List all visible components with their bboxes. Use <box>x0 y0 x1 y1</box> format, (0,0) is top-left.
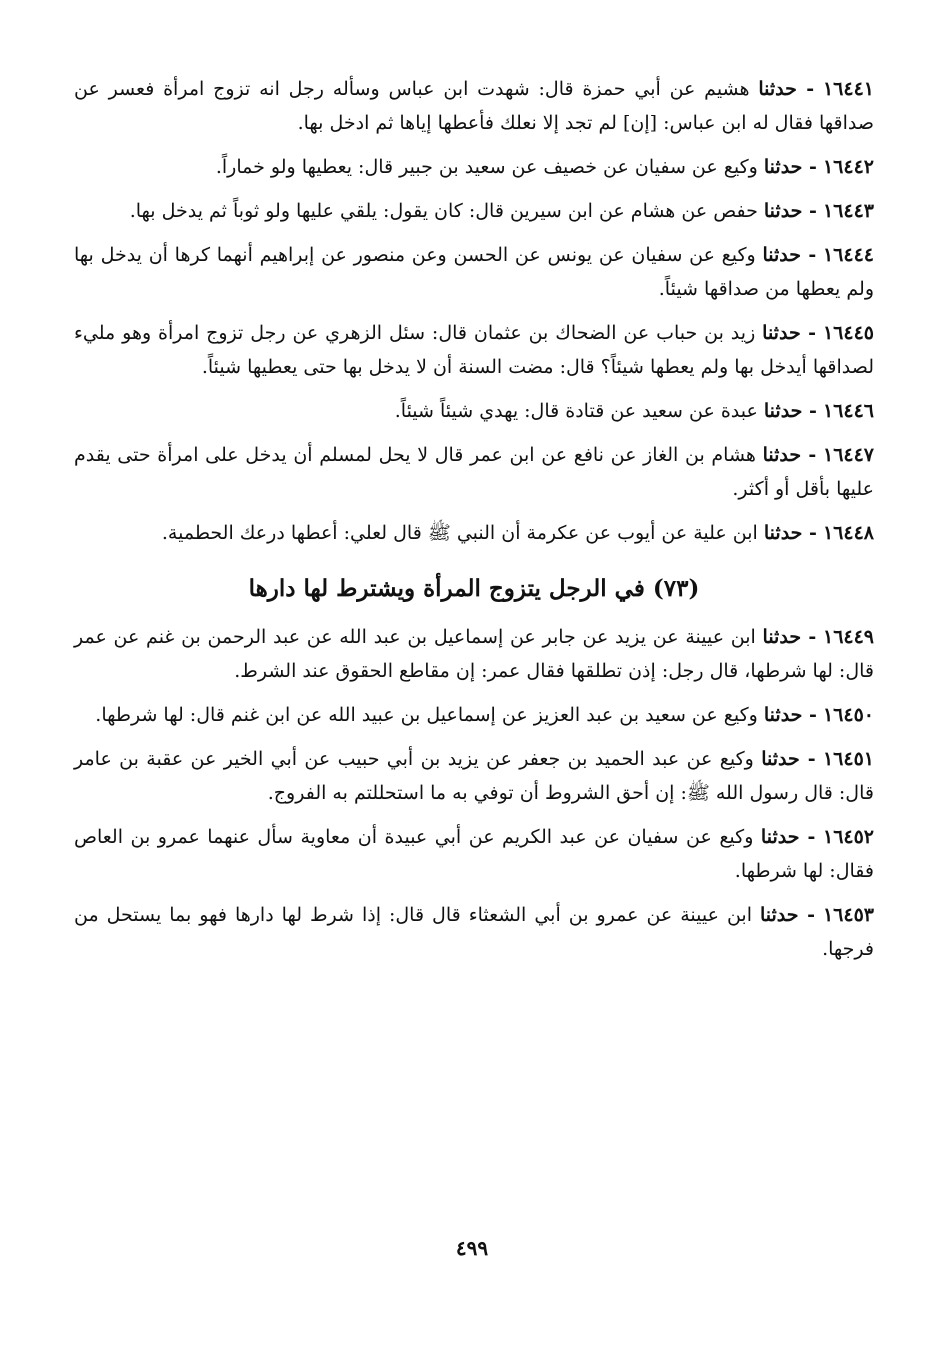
hadith-number: ١٦٤٤١ <box>822 78 874 100</box>
hadith-paragraph <box>74 72 874 140</box>
hadith-paragraph <box>74 742 874 810</box>
paragraph-group-a <box>74 72 874 550</box>
hadith-number: ١٦٤٤٧ <box>822 444 875 466</box>
hadith-number: ١٦٤٥٢ <box>822 826 875 848</box>
hadith-text: وكيع عن عبد الحميد بن جعفر عن يزيد بن أبي حبيب عن أبي الخير عن عقبة بن عامر قال: قال رسول الله ﷺ: إن أحق الشروط أن توفي به ما استحللتم به الفروج. <box>74 748 874 804</box>
hadith-lead: - حدثنا <box>762 322 817 344</box>
hadith-text: حفص عن هشام عن ابن سيرين قال: كان يقول: يلقي عليها ولو ثوباً ثم يدخل بها. <box>129 200 758 222</box>
hadith-text: وكيع عن سفيان عن خصيف عن سعيد بن جبير قال: يعطيها ولو خماراً. <box>215 156 758 178</box>
hadith-lead: - حدثنا <box>759 904 815 926</box>
hadith-number: ١٦٤٤٢ <box>822 156 874 178</box>
hadith-number: ١٦٤٤٦ <box>822 400 874 422</box>
document-page <box>74 72 874 976</box>
hadith-text: وكيع عن سفيان عن يونس عن الحسن وعن منصور عن إبراهيم أنهما كرها أن يدخل بها ولم يعطها من صداقها شيئاً. <box>74 244 874 300</box>
paragraph-group-b <box>74 620 874 966</box>
hadith-text: وكيع عن سعيد بن عبد العزيز عن إسماعيل بن عبيد الله عن ابن غنم قال: لها شرطها. <box>95 704 758 726</box>
hadith-paragraph <box>74 698 874 732</box>
hadith-paragraph <box>74 820 874 888</box>
hadith-lead: - حدثنا <box>758 78 815 100</box>
hadith-lead: - حدثنا <box>763 400 817 422</box>
hadith-number: ١٦٤٥١ <box>822 748 874 770</box>
hadith-paragraph <box>74 238 874 306</box>
hadith-number: ١٦٤٤٩ <box>822 626 875 648</box>
hadith-paragraph <box>74 394 874 428</box>
hadith-number: ١٦٤٤٨ <box>822 522 874 544</box>
hadith-lead: - حدثنا <box>763 156 817 178</box>
hadith-lead: - حدثنا <box>762 444 817 466</box>
hadith-paragraph <box>74 620 874 688</box>
hadith-paragraph <box>74 194 874 228</box>
hadith-lead: - حدثنا <box>763 522 817 544</box>
hadith-text: هشام بن الغاز عن نافع عن ابن عمر قال لا يحل لمسلم أن يدخل على امرأة حتى يقدم عليها بأقل أو أكثر. <box>74 444 874 500</box>
hadith-number: ١٦٤٥٠ <box>822 704 874 726</box>
hadith-text: ابن علية عن أيوب عن عكرمة أن النبي ﷺ قال لعلي: أعطها درعك الحطمية. <box>161 522 758 544</box>
hadith-paragraph <box>74 316 874 384</box>
hadith-number: ١٦٤٤٣ <box>822 200 874 222</box>
hadith-lead: - حدثنا <box>762 626 817 648</box>
hadith-number: ١٦٤٤٥ <box>822 322 874 344</box>
hadith-paragraph <box>74 898 874 966</box>
hadith-lead: - حدثنا <box>760 826 816 848</box>
hadith-paragraph <box>74 516 874 550</box>
hadith-text: هشيم عن أبي حمزة قال: شهدت ابن عباس وسأله رجل انه تزوج امرأة فعسر عن صداقها فقال له ابن عباس: [إن] لم تجد إلا نعلك فأعطها إياها ثم ادخل بها. <box>74 78 874 134</box>
hadith-lead: - حدثنا <box>763 200 817 222</box>
hadith-paragraph <box>74 150 874 184</box>
hadith-lead: - حدثنا <box>762 244 817 266</box>
hadith-number: ١٦٤٥٣ <box>822 904 874 926</box>
section-heading: (٧٣) في الرجل يتزوج المرأة ويشترط لها دارها <box>248 575 700 602</box>
hadith-text: عبدة عن سعيد عن قتادة قال: يهدي شيئاً شيئاً. <box>394 400 758 422</box>
hadith-number: ١٦٤٤٤ <box>822 244 874 266</box>
hadith-text: زيد بن حباب عن الضحاك بن عثمان قال: سئل الزهري عن رجل تزوج امرأة وهو مليء لصداقها أيدخل بها ولم يعطها شيئاً؟ قال: مضت السنة أن لا يدخل بها حتى يعطيها شيئاً. <box>74 322 874 378</box>
hadith-paragraph <box>74 438 874 506</box>
hadith-text: ابن عيينة عن عمرو بن أبي الشعثاء قال قال: إذا شرط لها دارها فهو بما يستحل من فرجها. <box>74 904 874 960</box>
hadith-lead: - حدثنا <box>761 748 816 770</box>
hadith-lead: - حدثنا <box>763 704 817 726</box>
page-number: ٤٩٩ <box>455 1236 489 1260</box>
hadith-text: وكيع عن سفيان عن عبد الكريم عن أبي عبيدة أن معاوية سأل عنهما عمرو بن العاص فقال: لها شرطها. <box>74 826 874 882</box>
hadith-text: ابن عيينة عن يزيد عن جابر عن إسماعيل بن عبد الله عن عبد الرحمن بن غنم عن عمر قال: لها شرطها، قال رجل: إذن تطلقها فقال عمر: إن مقاطع الحقوق عند الشرط. <box>74 626 874 682</box>
